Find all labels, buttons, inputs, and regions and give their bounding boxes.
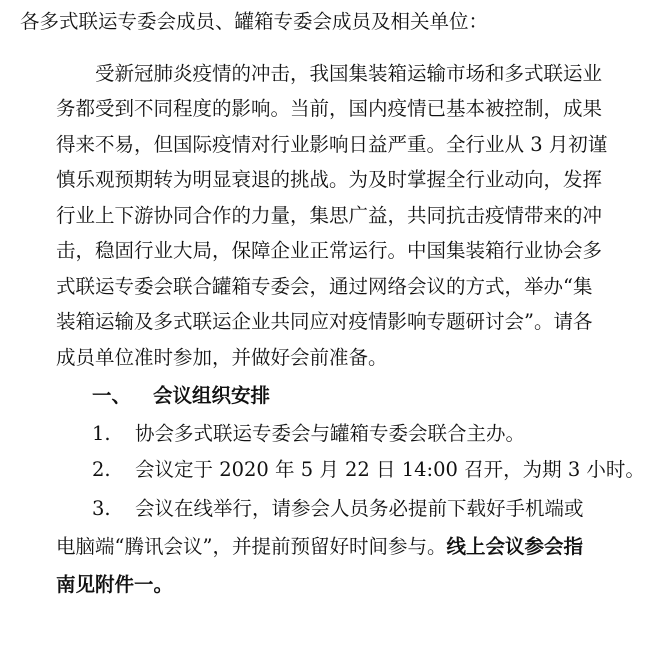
intro-line-9: 成员单位准时参加，并做好会前准备。 xyxy=(56,346,388,369)
intro-line-3: 得来不易，但国际疫情对行业影响日益严重。全行业从 3 月初谨 xyxy=(56,133,608,156)
section-1-heading xyxy=(92,378,668,414)
list-item-1-number: 1. xyxy=(92,422,111,445)
section-1-title: 会议组织安排 xyxy=(153,384,271,407)
section-1-number: 一、 xyxy=(92,384,132,407)
list-item-2-number: 2. xyxy=(92,458,111,481)
list-item-1-text: 协会多式联运专委会与罐箱专委会联合主办。 xyxy=(135,422,526,445)
intro-line-8: 装箱运输及多式联运企业共同应对疫情影响专题研讨会”。请各 xyxy=(56,310,593,333)
intro-line-4: 慎乐观预期转为明显衰退的挑战。为及时掌握全行业动向，发挥 xyxy=(56,168,603,191)
list-item-3-continuation-text: 电脑端“腾讯会议”，并提前预留好时间参与。 xyxy=(56,535,447,558)
attachment-note-bold-end: 南见附件一。 xyxy=(56,573,174,596)
intro-line-7: 式联运专委会联合罐箱专委会，通过网络会议的方式，举办“集 xyxy=(56,275,593,298)
salutation: 各多式联运专委会成员、罐箱专委会成员及相关单位： xyxy=(20,10,489,33)
list-item-2-text: 会议定于 2020 年 5 月 22 日 14:00 召开，为期 3 小时。 xyxy=(135,458,645,481)
list-item-3-continuation xyxy=(56,529,668,565)
intro-line-6: 击，稳固行业大局，保障企业正常运行。中国集装箱行业协会多 xyxy=(56,239,603,262)
attachment-note-bold: 线上会议参会指 xyxy=(446,535,583,558)
intro-line-5: 行业上下游协同合作的力量，集思广益，共同抗击疫情带来的冲 xyxy=(56,204,603,227)
intro-line-1: 受新冠肺炎疫情的冲击，我国集装箱运输市场和多式联运业 xyxy=(95,62,603,85)
list-item-1 xyxy=(92,416,668,452)
list-item-2 xyxy=(92,452,668,488)
list-item-3-text: 会议在线举行，请参会人员务必提前下载好手机端或 xyxy=(135,497,584,520)
list-item-3-number: 3. xyxy=(92,497,111,520)
list-item-3 xyxy=(92,491,668,527)
intro-line-2: 务都受到不同程度的影响。当前，国内疫情已基本被控制，成果 xyxy=(56,97,603,120)
